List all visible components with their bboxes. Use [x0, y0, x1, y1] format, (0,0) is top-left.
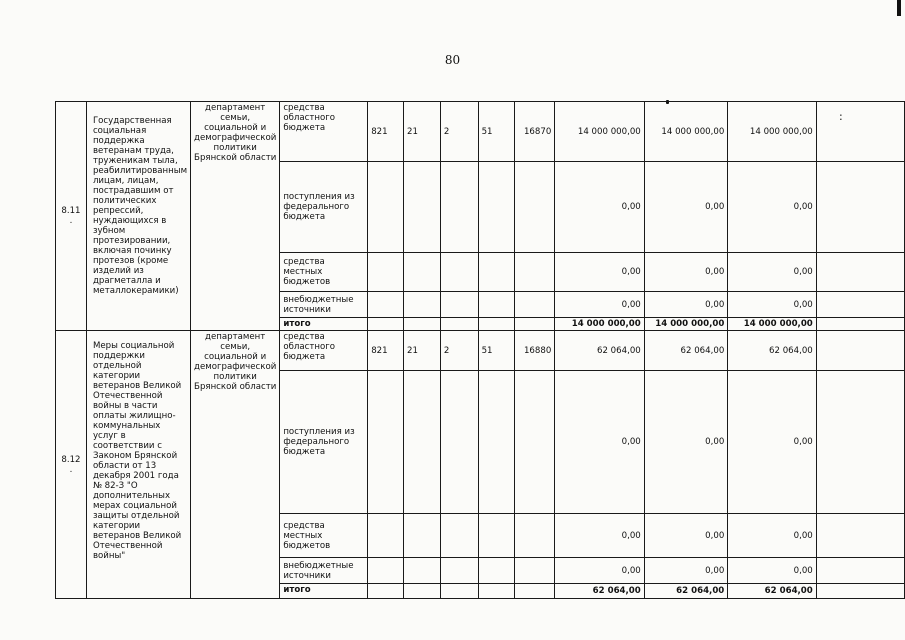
- code-vr: [515, 584, 555, 599]
- blank-cell: [816, 331, 904, 371]
- amount-year-1: 14 000 000,00: [555, 102, 644, 162]
- code-rz: [404, 292, 441, 318]
- amount-year-1: 0,00: [555, 514, 644, 558]
- amount-year-3: 62 064,00: [728, 584, 816, 599]
- code-rz: [404, 318, 441, 331]
- table-row: [56, 331, 905, 371]
- code-vr: 16880: [515, 331, 555, 371]
- code-csr: [478, 514, 515, 558]
- code-gr: 821: [368, 331, 404, 371]
- code-rz: [404, 584, 441, 599]
- amount-year-2: 0,00: [644, 514, 728, 558]
- code-gr: [368, 318, 404, 331]
- code-rz: [404, 253, 441, 292]
- code-pr: [440, 371, 478, 514]
- item-executor: департамент семьи, социальной и демографической политики Брянской области: [191, 102, 280, 331]
- scan-edge-mark: [897, 0, 901, 16]
- amount-year-3: 0,00: [728, 514, 816, 558]
- code-rz: [404, 514, 441, 558]
- code-csr: [478, 558, 515, 584]
- amount-year-1: 0,00: [555, 292, 644, 318]
- code-rz: [404, 558, 441, 584]
- code-gr: [368, 584, 404, 599]
- item-name: Меры социальной поддержки отдельной категории ветеранов Великой Отечественной войны в части оплаты жилищно-коммунальных услуг в соответствии с Законом Брянской области от 13 декабря 2001 года № 82-З "О дополнительных мерах социальной защиты отдельной категории ветеранов Великой Отечественной войны": [86, 331, 190, 599]
- code-csr: [478, 584, 515, 599]
- code-vr: [515, 253, 555, 292]
- amount-year-3: 14 000 000,00: [728, 318, 816, 331]
- item-executor: департамент семьи, социальной и демографической политики Брянской области: [191, 331, 280, 599]
- code-csr: [478, 162, 515, 253]
- amount-year-1: 62 064,00: [555, 331, 644, 371]
- code-vr: [515, 371, 555, 514]
- code-csr: [478, 371, 515, 514]
- code-pr: 2: [440, 331, 478, 371]
- code-gr: [368, 371, 404, 514]
- funding-source-label: средства областного бюджета: [280, 331, 368, 371]
- table-row: [56, 102, 905, 162]
- funding-source-label: средства местных бюджетов: [280, 514, 368, 558]
- code-pr: [440, 162, 478, 253]
- code-gr: [368, 558, 404, 584]
- amount-year-2: 0,00: [644, 558, 728, 584]
- code-gr: [368, 162, 404, 253]
- code-vr: 16870: [515, 102, 555, 162]
- code-vr: [515, 558, 555, 584]
- amount-year-3: 0,00: [728, 558, 816, 584]
- amount-year-1: 0,00: [555, 371, 644, 514]
- amount-year-3: 62 064,00: [728, 331, 816, 371]
- code-pr: [440, 318, 478, 331]
- code-pr: 2: [440, 102, 478, 162]
- amount-year-1: 0,00: [555, 162, 644, 253]
- amount-year-3: 14 000 000,00: [728, 102, 816, 162]
- code-pr: [440, 584, 478, 599]
- amount-year-1: 62 064,00: [555, 584, 644, 599]
- code-vr: [515, 292, 555, 318]
- code-gr: [368, 292, 404, 318]
- funding-source-label: итого: [280, 318, 368, 331]
- funding-source-label: итого: [280, 584, 368, 599]
- code-rz: 21: [404, 331, 441, 371]
- scan-colon-mark: :: [839, 110, 843, 123]
- funding-source-label: внебюджетные источники: [280, 558, 368, 584]
- code-rz: [404, 162, 441, 253]
- code-pr: [440, 253, 478, 292]
- budget-table: [55, 101, 905, 599]
- amount-year-1: 0,00: [555, 558, 644, 584]
- amount-year-2: 14 000 000,00: [644, 102, 728, 162]
- funding-source-label: средства областного бюджета: [280, 102, 368, 162]
- code-vr: [515, 162, 555, 253]
- blank-cell: [816, 318, 904, 331]
- amount-year-2: 62 064,00: [644, 584, 728, 599]
- blank-cell: [816, 584, 904, 599]
- code-csr: [478, 318, 515, 331]
- funding-source-label: средства местных бюджетов: [280, 253, 368, 292]
- blank-cell: [816, 102, 904, 162]
- code-pr: [440, 292, 478, 318]
- code-rz: [404, 371, 441, 514]
- blank-cell: [816, 162, 904, 253]
- amount-year-2: 0,00: [644, 371, 728, 514]
- code-csr: 51: [478, 331, 515, 371]
- amount-year-2: 0,00: [644, 292, 728, 318]
- code-vr: [515, 318, 555, 331]
- code-csr: 51: [478, 102, 515, 162]
- code-csr: [478, 253, 515, 292]
- page-number: 80: [444, 53, 461, 67]
- code-gr: 821: [368, 102, 404, 162]
- amount-year-2: 14 000 000,00: [644, 318, 728, 331]
- item-number: 8.11 .: [56, 102, 87, 331]
- funding-source-label: поступления из федерального бюджета: [280, 371, 368, 514]
- code-gr: [368, 253, 404, 292]
- amount-year-2: 0,00: [644, 162, 728, 253]
- amount-year-3: 0,00: [728, 371, 816, 514]
- code-pr: [440, 514, 478, 558]
- code-vr: [515, 514, 555, 558]
- blank-cell: [816, 371, 904, 514]
- code-rz: 21: [404, 102, 441, 162]
- funding-source-label: поступления из федерального бюджета: [280, 162, 368, 253]
- amount-year-2: 0,00: [644, 253, 728, 292]
- blank-cell: [816, 514, 904, 558]
- amount-year-2: 62 064,00: [644, 331, 728, 371]
- amount-year-3: 0,00: [728, 292, 816, 318]
- code-gr: [368, 514, 404, 558]
- amount-year-3: 0,00: [728, 162, 816, 253]
- item-name: Государственная социальная поддержка ветеранам труда, труженикам тыла, реабилитированным лицам, лицам, пострадавшим от политических репрессий, нуждающихся в зубном протезировании, включая починку протезов (кроме изделий из драгметалла и металлокерамики): [86, 102, 190, 331]
- code-pr: [440, 558, 478, 584]
- amount-year-3: 0,00: [728, 253, 816, 292]
- blank-cell: [816, 292, 904, 318]
- blank-cell: [816, 558, 904, 584]
- funding-source-label: внебюджетные источники: [280, 292, 368, 318]
- amount-year-1: 14 000 000,00: [555, 318, 644, 331]
- code-csr: [478, 292, 515, 318]
- blank-cell: [816, 253, 904, 292]
- amount-year-1: 0,00: [555, 253, 644, 292]
- item-number: 8.12 .: [56, 331, 87, 599]
